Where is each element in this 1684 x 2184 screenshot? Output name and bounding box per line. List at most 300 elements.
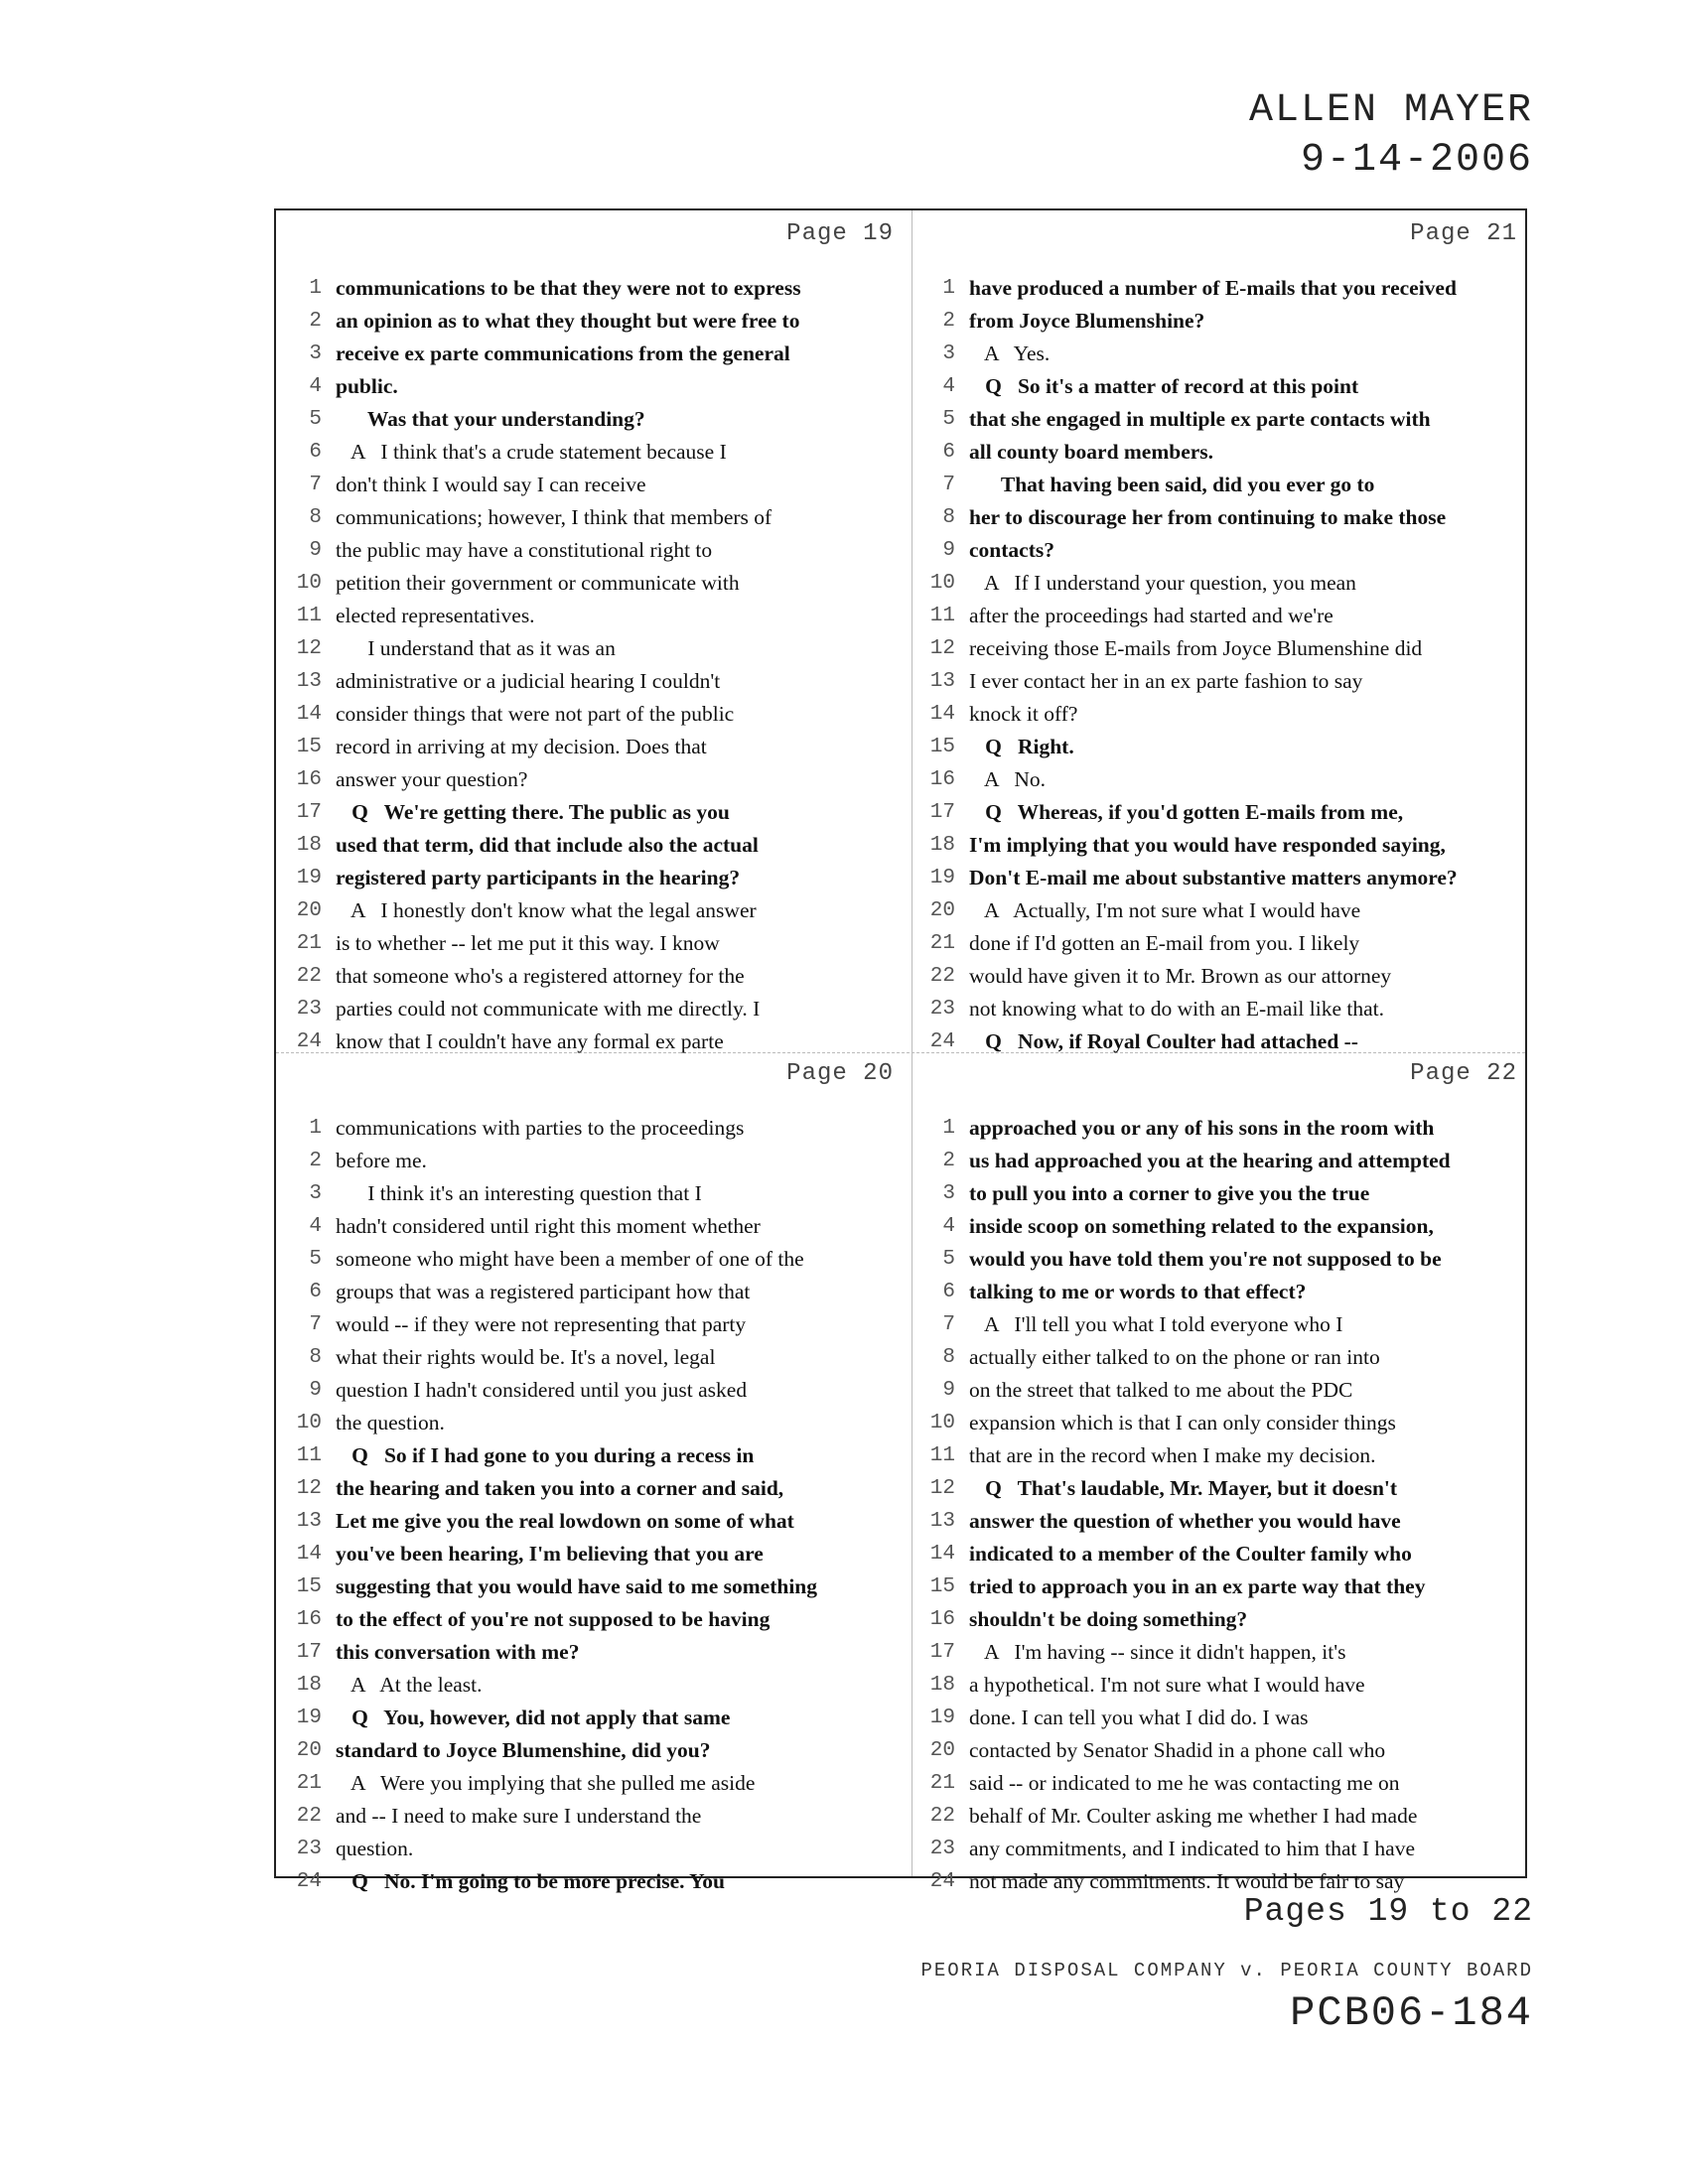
- transcript-line: [923, 1276, 1523, 1308]
- line-number: 20: [929, 899, 955, 922]
- line-number: 23: [296, 998, 322, 1021]
- line-number: 22: [929, 1805, 955, 1828]
- line-number: 9: [942, 539, 955, 562]
- line-text: her to discourage her from continuing to make those: [969, 505, 1447, 529]
- line-text: have produced a number of E-mails that you received: [969, 276, 1457, 300]
- line-text: this conversation with me?: [336, 1640, 580, 1664]
- line-number: 24: [929, 1870, 955, 1893]
- line-number: 3: [309, 1182, 322, 1205]
- line-text: Q Now, if Royal Coulter had attached --: [969, 1029, 1358, 1053]
- line-number: 1: [942, 1117, 955, 1140]
- transcript-line: [290, 1112, 900, 1145]
- transcript-line: [923, 1603, 1523, 1636]
- line-text: A I'll tell you what I told everyone who I: [969, 1312, 1343, 1336]
- transcript-line: [290, 1210, 900, 1243]
- page-range: Pages 19 to 22: [1243, 1893, 1533, 1930]
- transcript-line: [923, 698, 1523, 731]
- line-text: behalf of Mr. Coulter asking me whether I had made: [969, 1804, 1418, 1828]
- deposition-date: 9-14-2006: [1300, 138, 1533, 183]
- line-number: 20: [929, 1739, 955, 1762]
- witness-name: ALLEN MAYER: [1248, 88, 1533, 133]
- transcript-line: [923, 632, 1523, 665]
- transcript-line: [923, 1025, 1523, 1058]
- line-text: I'm implying that you would have responded saying,: [969, 833, 1446, 857]
- line-text: I ever contact her in an ex parte fashion to say: [969, 669, 1363, 693]
- line-text: actually either talked to on the phone or ran into: [969, 1345, 1380, 1369]
- transcript-line: [923, 1636, 1523, 1669]
- line-number: 6: [942, 1281, 955, 1303]
- line-number: 24: [296, 1870, 322, 1893]
- line-number: 6: [309, 441, 322, 464]
- transcript-line: [923, 829, 1523, 862]
- line-text: Q That's laudable, Mr. Mayer, but it doesn't: [969, 1476, 1398, 1500]
- line-number: 5: [942, 408, 955, 431]
- page-title: Page 22: [1410, 1060, 1517, 1087]
- line-text: parties could not communicate with me directly. I: [336, 997, 761, 1021]
- transcript-line: [923, 731, 1523, 763]
- line-text: on the street that talked to me about the PDC: [969, 1378, 1353, 1402]
- line-number: 22: [296, 1805, 322, 1828]
- line-number: 9: [309, 539, 322, 562]
- transcript-line: [923, 1407, 1523, 1439]
- line-text: Let me give you the real lowdown on some of what: [336, 1509, 794, 1533]
- line-text: not knowing what to do with an E-mail like that.: [969, 997, 1384, 1021]
- line-text: A If I understand your question, you mean: [969, 571, 1356, 595]
- line-number: 12: [296, 637, 322, 660]
- line-text: the question.: [336, 1411, 445, 1434]
- line-number: 16: [296, 768, 322, 791]
- line-number: 18: [296, 1674, 322, 1697]
- transcript-line: [290, 1374, 900, 1407]
- transcript-line: [290, 567, 900, 600]
- line-number: 11: [929, 605, 955, 627]
- transcript-line: [290, 1538, 900, 1570]
- line-number: 22: [296, 965, 322, 988]
- transcript-line: [923, 1439, 1523, 1472]
- line-text: us had approached you at the hearing and attempted: [969, 1149, 1451, 1172]
- line-number: 14: [296, 703, 322, 726]
- line-text: I think it's an interesting question that I: [336, 1181, 702, 1205]
- line-text: answer the question of whether you would have: [969, 1509, 1401, 1533]
- transcript-line: [923, 272, 1523, 305]
- line-number: 10: [296, 572, 322, 595]
- line-number: 10: [296, 1412, 322, 1434]
- line-number: 13: [929, 1510, 955, 1533]
- line-number: 13: [296, 1510, 322, 1533]
- transcript-line: [290, 1341, 900, 1374]
- transcript-lines: [923, 1112, 1523, 1898]
- line-number: 6: [942, 441, 955, 464]
- line-text: knock it off?: [969, 702, 1078, 726]
- line-text: to the effect of you're not supposed to be having: [336, 1607, 771, 1631]
- transcript-line: [290, 338, 900, 370]
- transcript-line: [290, 698, 900, 731]
- line-text: and -- I need to make sure I understand the: [336, 1804, 702, 1828]
- transcript-line: [290, 1145, 900, 1177]
- line-text: from Joyce Blumenshine?: [969, 309, 1205, 333]
- line-number: 18: [929, 834, 955, 857]
- docket-number: PCB06-184: [1290, 1989, 1533, 2037]
- transcript-line: [290, 534, 900, 567]
- line-text: is to whether -- let me put it this way. I know: [336, 931, 720, 955]
- line-text: petition their government or communicate with: [336, 571, 740, 595]
- transcript-line: [290, 469, 900, 501]
- line-number: 24: [296, 1030, 322, 1053]
- line-number: 16: [929, 768, 955, 791]
- transcript-line: [923, 1734, 1523, 1767]
- line-number: 14: [929, 1543, 955, 1566]
- transcript-line: [290, 632, 900, 665]
- transcript-line: [290, 1800, 900, 1833]
- line-text: an opinion as to what they thought but were free to: [336, 309, 800, 333]
- transcript-line: [923, 993, 1523, 1025]
- transcript-line: [290, 1702, 900, 1734]
- line-number: 21: [929, 932, 955, 955]
- line-number: 23: [929, 1838, 955, 1860]
- line-text: suggesting that you would have said to me something: [336, 1574, 817, 1598]
- transcript-line: [923, 1472, 1523, 1505]
- line-number: 21: [929, 1772, 955, 1795]
- transcript-line: [290, 370, 900, 403]
- case-caption: PEORIA DISPOSAL COMPANY v. PEORIA COUNTY BOARD: [920, 1960, 1533, 1981]
- line-text: administrative or a judicial hearing I couldn't: [336, 669, 721, 693]
- line-number: 8: [309, 506, 322, 529]
- line-number: 17: [296, 801, 322, 824]
- line-text: A I think that's a crude statement because I: [336, 440, 727, 464]
- line-text: I understand that as it was an: [336, 636, 616, 660]
- line-number: 15: [296, 1575, 322, 1598]
- page-panel-20: [290, 1060, 900, 1893]
- transcript-line: [290, 1025, 900, 1058]
- transcript-line: [923, 1341, 1523, 1374]
- transcript-line: [923, 927, 1523, 960]
- line-text: question I hadn't considered until you just asked: [336, 1378, 748, 1402]
- line-text: communications to be that they were not to express: [336, 276, 801, 300]
- line-text: Don't E-mail me about substantive matters anymore?: [969, 866, 1458, 889]
- line-text: Q Whereas, if you'd gotten E-mails from me,: [969, 800, 1404, 824]
- line-text: someone who might have been a member of one of the: [336, 1247, 804, 1271]
- transcript-line: [290, 993, 900, 1025]
- line-number: 19: [296, 1706, 322, 1729]
- transcript-line: [923, 1177, 1523, 1210]
- transcript-line: [290, 862, 900, 894]
- line-number: 20: [296, 899, 322, 922]
- page-panel-21: [923, 220, 1523, 1053]
- transcript-line: [923, 1145, 1523, 1177]
- line-text: consider things that were not part of the public: [336, 702, 735, 726]
- line-text: you've been hearing, I'm believing that you are: [336, 1542, 764, 1566]
- line-text: would you have told them you're not supposed to be: [969, 1247, 1442, 1271]
- transcript-line: [923, 1505, 1523, 1538]
- line-text: that she engaged in multiple ex parte contacts with: [969, 407, 1431, 431]
- transcript-line: [923, 600, 1523, 632]
- line-text: not made any commitments. It would be fair to say: [969, 1869, 1405, 1893]
- line-number: 23: [929, 998, 955, 1021]
- line-text: said -- or indicated to me he was contacting me on: [969, 1771, 1400, 1795]
- page-title: Page 20: [786, 1060, 894, 1087]
- line-number: 10: [929, 572, 955, 595]
- line-text: A At the least.: [336, 1673, 483, 1697]
- line-number: 15: [296, 736, 322, 758]
- transcript-lines: [290, 1112, 900, 1898]
- line-text: standard to Joyce Blumenshine, did you?: [336, 1738, 711, 1762]
- transcript-line: [923, 567, 1523, 600]
- transcript-line: [290, 600, 900, 632]
- line-text: all county board members.: [969, 440, 1214, 464]
- line-number: 19: [929, 1706, 955, 1729]
- line-number: 4: [942, 1215, 955, 1238]
- line-number: 14: [296, 1543, 322, 1566]
- line-number: 1: [942, 277, 955, 300]
- line-number: 18: [929, 1674, 955, 1697]
- transcript-line: [290, 1603, 900, 1636]
- transcript-line: [290, 1734, 900, 1767]
- transcript-line: [290, 305, 900, 338]
- line-number: 22: [929, 965, 955, 988]
- transcript-line: [923, 1570, 1523, 1603]
- transcript-line: [923, 1374, 1523, 1407]
- line-text: record in arriving at my decision. Does that: [336, 735, 707, 758]
- transcript-line: [290, 1570, 900, 1603]
- line-number: 18: [296, 834, 322, 857]
- line-text: tried to approach you in an ex parte way that they: [969, 1574, 1426, 1598]
- transcript-line: [923, 1833, 1523, 1865]
- line-text: communications; however, I think that members of: [336, 505, 772, 529]
- line-number: 11: [929, 1444, 955, 1467]
- transcript-line: [923, 534, 1523, 567]
- transcript-line: [923, 862, 1523, 894]
- page-panel-19: [290, 220, 900, 1053]
- line-number: 17: [929, 801, 955, 824]
- line-number: 3: [309, 342, 322, 365]
- line-text: Q So if I had gone to you during a recess in: [336, 1443, 755, 1467]
- line-number: 17: [929, 1641, 955, 1664]
- line-text: registered party participants in the hearing?: [336, 866, 741, 889]
- transcript-line: [290, 1472, 900, 1505]
- line-number: 17: [296, 1641, 322, 1664]
- transcript-line: [923, 501, 1523, 534]
- transcript-line: [290, 1505, 900, 1538]
- line-text: any commitments, and I indicated to him that I have: [969, 1837, 1415, 1860]
- line-number: 8: [309, 1346, 322, 1369]
- line-number: 11: [296, 1444, 322, 1467]
- transcript-line: [290, 1669, 900, 1702]
- transcript-line: [923, 665, 1523, 698]
- line-text: Q We're getting there. The public as you: [336, 800, 730, 824]
- transcript-line: [923, 403, 1523, 436]
- line-number: 19: [296, 867, 322, 889]
- line-number: 8: [942, 1346, 955, 1369]
- line-text: that are in the record when I make my decision.: [969, 1443, 1376, 1467]
- line-text: A I'm having -- since it didn't happen, it's: [969, 1640, 1346, 1664]
- transcript-line: [290, 960, 900, 993]
- transcript-line: [923, 1210, 1523, 1243]
- line-number: 12: [296, 1477, 322, 1500]
- line-number: 20: [296, 1739, 322, 1762]
- line-number: 13: [296, 670, 322, 693]
- line-text: Q No. I'm going to be more precise. You: [336, 1869, 725, 1893]
- line-text: the hearing and taken you into a corner and said,: [336, 1476, 784, 1500]
- transcript-line: [923, 469, 1523, 501]
- line-text: done if I'd gotten an E-mail from you. I likely: [969, 931, 1360, 955]
- transcript-line: [923, 763, 1523, 796]
- line-number: 14: [929, 703, 955, 726]
- line-text: inside scoop on something related to the expansion,: [969, 1214, 1434, 1238]
- transcript-line: [923, 1702, 1523, 1734]
- line-number: 7: [309, 1313, 322, 1336]
- transcript-line: [290, 665, 900, 698]
- line-text: hadn't considered until right this moment whether: [336, 1214, 761, 1238]
- transcript-line: [290, 436, 900, 469]
- transcript-line: [290, 796, 900, 829]
- transcript-line: [923, 796, 1523, 829]
- transcript-line: [923, 1538, 1523, 1570]
- transcript-line: [290, 1177, 900, 1210]
- line-number: 2: [309, 310, 322, 333]
- line-text: A Yes.: [969, 341, 1051, 365]
- line-number: 4: [309, 1215, 322, 1238]
- transcript-line: [290, 763, 900, 796]
- transcript-line: [290, 1407, 900, 1439]
- line-number: 2: [942, 1150, 955, 1172]
- transcript-line: [923, 338, 1523, 370]
- line-number: 15: [929, 1575, 955, 1598]
- line-text: answer your question?: [336, 767, 528, 791]
- transcript-line: [290, 1243, 900, 1276]
- line-number: 2: [942, 310, 955, 333]
- line-number: 1: [309, 277, 322, 300]
- line-number: 7: [942, 474, 955, 496]
- transcript-line: [923, 1800, 1523, 1833]
- line-number: 9: [942, 1379, 955, 1402]
- line-number: 16: [929, 1608, 955, 1631]
- line-text: indicated to a member of the Coulter family who: [969, 1542, 1412, 1566]
- line-number: 3: [942, 342, 955, 365]
- transcript-line: [290, 272, 900, 305]
- line-text: shouldn't be doing something?: [969, 1607, 1248, 1631]
- transcript-line: [290, 1865, 900, 1898]
- line-number: 2: [309, 1150, 322, 1172]
- line-number: 5: [309, 1248, 322, 1271]
- transcript-line: [290, 1833, 900, 1865]
- line-number: 4: [309, 375, 322, 398]
- line-text: the public may have a constitutional right to: [336, 538, 713, 562]
- line-number: 7: [942, 1313, 955, 1336]
- line-text: A Actually, I'm not sure what I would have: [969, 898, 1361, 922]
- line-text: before me.: [336, 1149, 427, 1172]
- line-text: a hypothetical. I'm not sure what I would have: [969, 1673, 1365, 1697]
- line-number: 5: [942, 1248, 955, 1271]
- transcript-line: [923, 370, 1523, 403]
- line-text: would -- if they were not representing that party: [336, 1312, 747, 1336]
- line-number: 11: [296, 605, 322, 627]
- line-text: would have given it to Mr. Brown as our attorney: [969, 964, 1392, 988]
- line-number: 7: [309, 474, 322, 496]
- transcript-line: [923, 1767, 1523, 1800]
- transcript-line: [923, 960, 1523, 993]
- line-number: 24: [929, 1030, 955, 1053]
- transcript-line: [290, 1308, 900, 1341]
- page-panel-22: [923, 1060, 1523, 1893]
- transcript-lines: [923, 272, 1523, 1058]
- line-text: talking to me or words to that effect?: [969, 1280, 1307, 1303]
- line-number: 19: [929, 867, 955, 889]
- line-text: receiving those E-mails from Joyce Blumenshine did: [969, 636, 1423, 660]
- line-text: expansion which is that I can only consider things: [969, 1411, 1396, 1434]
- line-text: Q You, however, did not apply that same: [336, 1706, 731, 1729]
- transcript-line: [923, 1112, 1523, 1145]
- line-text: don't think I would say I can receive: [336, 473, 646, 496]
- line-text: groups that was a registered participant how that: [336, 1280, 751, 1303]
- transcript-line: [923, 1669, 1523, 1702]
- line-text: Was that your understanding?: [336, 407, 645, 431]
- transcript-lines: [290, 272, 900, 1058]
- line-number: 4: [942, 375, 955, 398]
- line-text: used that term, did that include also the actual: [336, 833, 759, 857]
- transcript-frame: [274, 208, 1527, 1893]
- transcript-line: [923, 436, 1523, 469]
- line-number: 8: [942, 506, 955, 529]
- line-number: 10: [929, 1412, 955, 1434]
- line-number: 9: [309, 1379, 322, 1402]
- line-number: 3: [942, 1182, 955, 1205]
- line-text: approached you or any of his sons in the room with: [969, 1116, 1435, 1140]
- line-number: 15: [929, 736, 955, 758]
- line-text: A No.: [969, 767, 1047, 791]
- line-text: That having been said, did you ever go to: [969, 473, 1375, 496]
- line-number: 5: [309, 408, 322, 431]
- line-text: know that I couldn't have any formal ex parte: [336, 1029, 724, 1053]
- transcript-line: [923, 894, 1523, 927]
- transcript-line: [923, 1243, 1523, 1276]
- transcript-line: [290, 501, 900, 534]
- transcript-line: [290, 894, 900, 927]
- line-number: 12: [929, 1477, 955, 1500]
- line-text: receive ex parte communications from the general: [336, 341, 790, 365]
- transcript-line: [923, 1308, 1523, 1341]
- line-text: elected representatives.: [336, 604, 535, 627]
- transcript-line: [290, 829, 900, 862]
- line-text: after the proceedings had started and we're: [969, 604, 1333, 627]
- line-text: done. I can tell you what I did do. I was: [969, 1706, 1309, 1729]
- transcript-line: [290, 1636, 900, 1669]
- line-number: 21: [296, 1772, 322, 1795]
- transcript-line: [290, 731, 900, 763]
- page-title: Page 19: [786, 220, 894, 247]
- line-text: public.: [336, 374, 398, 398]
- transcript-line: [290, 1276, 900, 1308]
- transcript-line: [290, 403, 900, 436]
- transcript-line: [290, 927, 900, 960]
- line-text: to pull you into a corner to give you the true: [969, 1181, 1370, 1205]
- line-number: 6: [309, 1281, 322, 1303]
- transcript-line: [290, 1767, 900, 1800]
- page-title: Page 21: [1410, 220, 1517, 247]
- line-text: question.: [336, 1837, 414, 1860]
- transcript-line: [923, 305, 1523, 338]
- transcript-line: [290, 1439, 900, 1472]
- line-number: 12: [929, 637, 955, 660]
- line-text: contacts?: [969, 538, 1054, 562]
- line-text: Q So it's a matter of record at this point: [969, 374, 1359, 398]
- line-text: Q Right.: [969, 735, 1074, 758]
- line-number: 23: [296, 1838, 322, 1860]
- line-number: 21: [296, 932, 322, 955]
- line-text: what their rights would be. It's a novel, legal: [336, 1345, 716, 1369]
- line-text: that someone who's a registered attorney for the: [336, 964, 745, 988]
- line-text: A I honestly don't know what the legal answer: [336, 898, 757, 922]
- line-text: communications with parties to the proceedings: [336, 1116, 745, 1140]
